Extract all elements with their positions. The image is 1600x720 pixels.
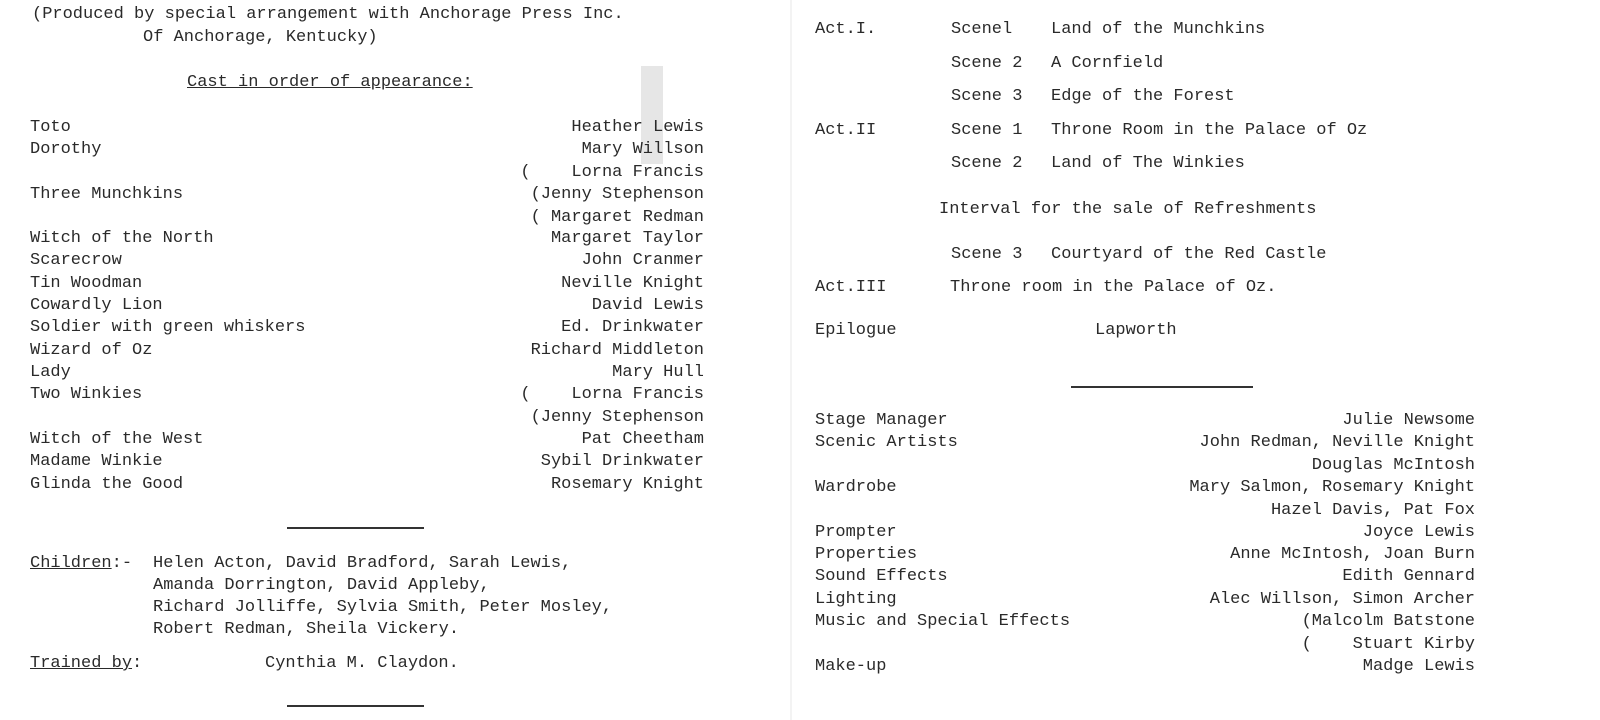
trained-label-group xyxy=(30,653,142,675)
scene-place: Throne room in the Palace of Oz. xyxy=(950,278,1277,297)
epilogue-place: Lapworth xyxy=(1095,321,1177,340)
scene-place: Throne Room in the Palace of Oz xyxy=(1051,121,1368,140)
cast-role: Wizard of Oz xyxy=(30,341,153,360)
cast-actor: Richard Middleton xyxy=(530,341,704,360)
cast-actor: Mary Willson xyxy=(581,140,704,159)
cast-role: Witch of the North xyxy=(30,229,214,248)
crew-name: Mary Salmon, Rosemary Knight xyxy=(1189,478,1475,497)
scene-place: Land of the Munchkins xyxy=(1051,20,1266,39)
cast-role: Toto xyxy=(30,118,71,137)
cast-actor: Margaret Taylor xyxy=(550,229,704,248)
bottom-rule xyxy=(287,705,424,707)
cast-role: Tin Woodman xyxy=(30,274,143,293)
crew-role: Properties xyxy=(815,545,918,564)
cast-role: Madame Winkie xyxy=(30,452,163,471)
cast-actor: ( Margaret Redman xyxy=(530,208,704,227)
act-label: Act.I. xyxy=(815,20,877,39)
crew-name: (Malcolm Batstone xyxy=(1301,612,1475,631)
epilogue-label: Epilogue xyxy=(815,321,897,340)
scene-place: Edge of the Forest xyxy=(1051,87,1235,106)
cast-role: Two Winkies xyxy=(30,385,143,404)
cast-actor: Pat Cheetham xyxy=(581,430,704,449)
trained-separator: : xyxy=(132,654,143,673)
act-label: Act.II xyxy=(815,121,877,140)
crew-name: ( Stuart Kirby xyxy=(1301,635,1475,654)
cast-role: Dorothy xyxy=(30,140,102,159)
cast-role: Scarecrow xyxy=(30,251,122,270)
children-line-1: Helen Acton, David Bradford, Sarah Lewis, xyxy=(153,554,572,573)
trained-label: Trained by xyxy=(30,654,133,673)
cast-actor: Sybil Drinkwater xyxy=(540,452,704,471)
crew-name: Joyce Lewis xyxy=(1362,523,1475,542)
crew-name: Hazel Davis, Pat Fox xyxy=(1270,501,1475,520)
children-separator: :- xyxy=(111,554,133,573)
crew-role: Make-up xyxy=(815,657,887,676)
trained-name: Cynthia M. Claydon. xyxy=(265,654,459,673)
scene-number: Scene 2 xyxy=(951,154,1023,173)
scene-number: Scene 3 xyxy=(951,87,1023,106)
page-fold xyxy=(790,0,792,720)
crew-role: Lighting xyxy=(815,590,897,609)
divider-rule xyxy=(287,527,424,529)
crew-name: Madge Lewis xyxy=(1362,657,1475,676)
cast-role: Three Munchkins xyxy=(30,185,184,204)
scene-place: A Cornfield xyxy=(1051,54,1164,73)
children-label-group xyxy=(30,553,132,575)
children-line-3: Richard Jolliffe, Sylvia Smith, Peter Mosley, xyxy=(153,598,613,617)
crew-name: John Redman, Neville Knight xyxy=(1199,433,1475,452)
cast-actor: Rosemary Knight xyxy=(550,475,704,494)
cast-actor: (Jenny Stephenson xyxy=(530,185,704,204)
scene-place: Land of The Winkies xyxy=(1051,154,1245,173)
cast-actor: ( Lorna Francis xyxy=(520,385,704,404)
crew-name: Douglas McIntosh xyxy=(1311,456,1475,475)
crew-role: Sound Effects xyxy=(815,567,948,586)
crew-name: Julie Newsome xyxy=(1342,411,1475,430)
production-note-line-2: Of Anchorage, Kentucky) xyxy=(143,28,378,47)
crew-name: Alec Willson, Simon Archer xyxy=(1209,590,1475,609)
crew-role: Prompter xyxy=(815,523,897,542)
cast-actor: ( Lorna Francis xyxy=(520,163,704,182)
scene-place: Courtyard of the Red Castle xyxy=(1051,245,1327,264)
cast-actor: Mary Hull xyxy=(612,363,704,382)
cast-actor: Ed. Drinkwater xyxy=(561,318,704,337)
interval-note: Interval for the sale of Refreshments xyxy=(939,200,1317,219)
children-line-4: Robert Redman, Sheila Vickery. xyxy=(153,620,460,639)
crew-role: Scenic Artists xyxy=(815,433,958,452)
scene-number: Scenel xyxy=(951,20,1013,39)
crew-role: Music and Special Effects xyxy=(815,612,1071,631)
act-label: Act.III xyxy=(815,278,887,297)
cast-role: Lady xyxy=(30,363,71,382)
crew-role: Stage Manager xyxy=(815,411,948,430)
cast-role: Glinda the Good xyxy=(30,475,184,494)
cast-role: Cowardly Lion xyxy=(30,296,163,315)
children-line-2: Amanda Dorrington, David Appleby, xyxy=(153,576,490,595)
cast-role: Witch of the West xyxy=(30,430,204,449)
crew-role: Wardrobe xyxy=(815,478,897,497)
cast-actor: John Cranmer xyxy=(581,251,704,270)
production-note-line-1: (Produced by special arrangement with Anchorage Press Inc. xyxy=(32,5,624,24)
crew-divider-rule xyxy=(1071,386,1253,388)
scene-number: Scene 2 xyxy=(951,54,1023,73)
scene-number: Scene 1 xyxy=(951,121,1023,140)
cast-role: Soldier with green whiskers xyxy=(30,318,306,337)
cast-actor: Heather Lewis xyxy=(571,118,704,137)
children-label: Children xyxy=(30,554,112,573)
cast-actor: David Lewis xyxy=(591,296,704,315)
cast-actor: Neville Knight xyxy=(561,274,704,293)
cast-heading: Cast in order of appearance: xyxy=(187,73,473,92)
crew-name: Anne McIntosh, Joan Burn xyxy=(1230,545,1475,564)
cast-actor: (Jenny Stephenson xyxy=(530,408,704,427)
scene-number: Scene 3 xyxy=(951,245,1023,264)
crew-name: Edith Gennard xyxy=(1342,567,1475,586)
